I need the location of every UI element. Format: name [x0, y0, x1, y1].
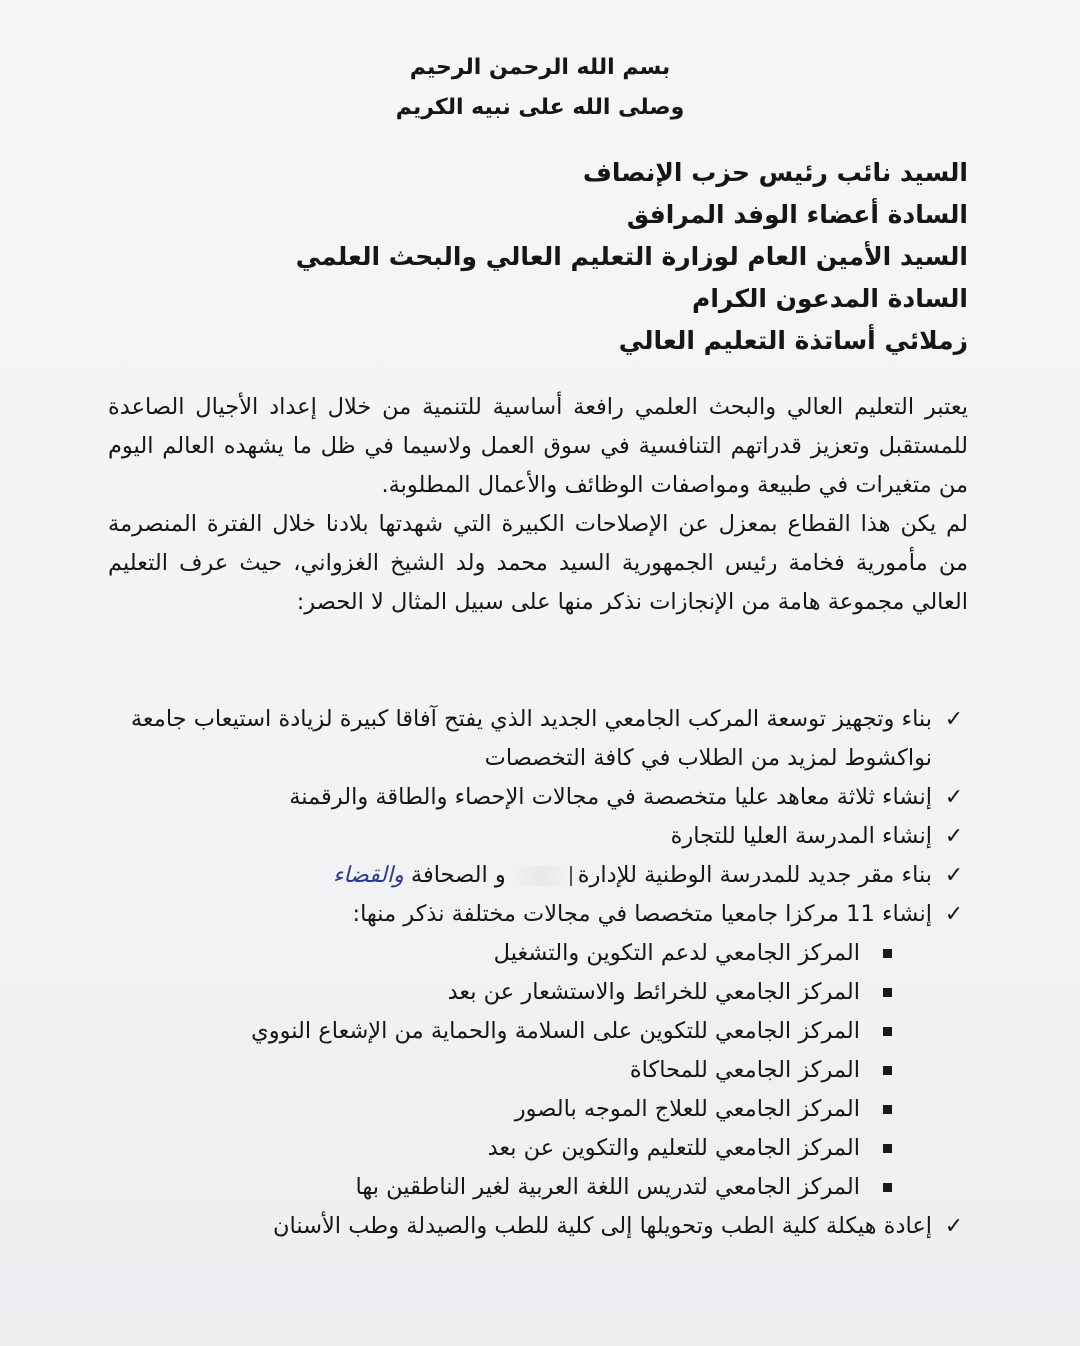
- basmala-line-2: وصلى الله على نبيه الكريم: [395, 95, 685, 120]
- center-text: المركز الجامعي للمحاكاة: [629, 1057, 860, 1083]
- square-bullet-icon: [883, 988, 892, 997]
- paragraph: يعتبر التعليم العالي والبحث العلمي رافعة أساسية للتنمية من خلال إعداد الأجيال الصاعدة للمستقبل وتعزيز قدراتهم التنافسية في سوق العمل ولاسيما في ظل ما يشهده العالم اليوم من متغيرات في طبيعة ومواصفات الوظائف والأعمال المطلوبة.: [108, 394, 968, 498]
- center-text: المركز الجامعي للتكوين على السلامة والحماية من الإشعاع النووي: [251, 1018, 860, 1044]
- square-bullet-icon: [883, 1105, 892, 1114]
- addressee-line: زملائي أساتذة التعليم العالي: [618, 326, 968, 355]
- achievement-item: [98, 1207, 968, 1246]
- achievement-item: [98, 700, 968, 778]
- checkmark-icon: ✓: [944, 1214, 964, 1239]
- center-item: [98, 1168, 892, 1207]
- achievement-text: إعادة هيكلة كلية الطب وتحويلها إلى كلية للطب والصيدلة وطب الأسنان: [272, 1213, 932, 1239]
- achievement-item: [98, 778, 968, 817]
- square-bullet-icon: [883, 1183, 892, 1192]
- center-item: [98, 1051, 892, 1090]
- achievement-text: بناء مقر جديد للمدرسة الوطنية للإدارة: [577, 862, 932, 888]
- achievement-text: و الصحافة: [410, 862, 506, 888]
- center-text: المركز الجامعي للتعليم والتكوين عن بعد: [487, 1135, 860, 1161]
- achievements-list: [98, 700, 968, 1246]
- achievement-text: بناء وتجهيز توسعة المركب الجامعي الجديد الذي يفتح آفاقا كبيرة لزيادة استيعاب جامعة نواكشوط لمزيد من الطلاب في كافة التخصصات: [130, 706, 932, 771]
- handwritten-annotation: والقضاء: [333, 863, 404, 888]
- square-bullet-icon: [883, 1144, 892, 1153]
- achievement-text: إنشاء ثلاثة معاهد عليا متخصصة في مجالات الإحصاء والطاقة والرقمنة: [289, 784, 932, 810]
- checkmark-icon: ✓: [944, 902, 964, 927]
- center-item: [98, 1129, 892, 1168]
- centers-list: [98, 934, 932, 1207]
- center-text: المركز الجامعي للعلاج الموجه بالصور: [514, 1096, 860, 1122]
- addressee-line: السيد نائب رئيس حزب الإنصاف: [582, 158, 968, 187]
- square-bullet-icon: [883, 1066, 892, 1075]
- checkmark-icon: ✓: [944, 863, 964, 888]
- center-item: [98, 973, 892, 1012]
- addressee-line: السيد الأمين العام لوزارة التعليم العالي والبحث العلمي: [295, 242, 968, 271]
- checkmark-icon: ✓: [944, 707, 964, 732]
- center-item: [98, 934, 892, 973]
- center-text: المركز الجامعي للخرائط والاستشعار عن بعد: [447, 979, 860, 1005]
- paragraph: لم يكن هذا القطاع بمعزل عن الإصلاحات الكبيرة التي شهدتها بلادنا خلال الفترة المنصرمة من مأمورية فخامة رئيس الجمهورية السيد محمد ولد الشيخ الغزواني، حيث عرف التعليم العالي مجموعة هامة من الإنجازات نذكر منها على سبيل المثال لا الحصر:: [108, 511, 968, 615]
- achievement-item: [98, 895, 968, 1207]
- achievement-text: إنشاء 11 مركزا جامعيا متخصصا في مجالات مختلفة نذكر منها:: [352, 901, 932, 927]
- checkmark-icon: ✓: [944, 785, 964, 810]
- square-bullet-icon: [883, 949, 892, 958]
- achievement-text: إنشاء المدرسة العليا للتجارة: [670, 823, 932, 849]
- achievement-item: [98, 856, 968, 895]
- basmala-line-1: بسم الله الرحمن الرحيم: [409, 55, 671, 80]
- basmala-header: [0, 48, 1080, 128]
- erased-text-mark: [512, 866, 572, 886]
- center-text: المركز الجامعي لتدريس اللغة العربية لغير الناطقين بها: [355, 1174, 860, 1200]
- center-item: [98, 1012, 892, 1051]
- achievement-item: [98, 817, 968, 856]
- addressee-line: السادة المدعون الكرام: [692, 284, 968, 313]
- addressee-list: [108, 152, 968, 362]
- center-text: المركز الجامعي لدعم التكوين والتشغيل: [493, 940, 860, 966]
- addressee-line: السادة أعضاء الوفد المرافق: [626, 200, 968, 229]
- square-bullet-icon: [883, 1027, 892, 1036]
- body-text: [108, 388, 968, 622]
- center-item: [98, 1090, 892, 1129]
- checkmark-icon: ✓: [944, 824, 964, 849]
